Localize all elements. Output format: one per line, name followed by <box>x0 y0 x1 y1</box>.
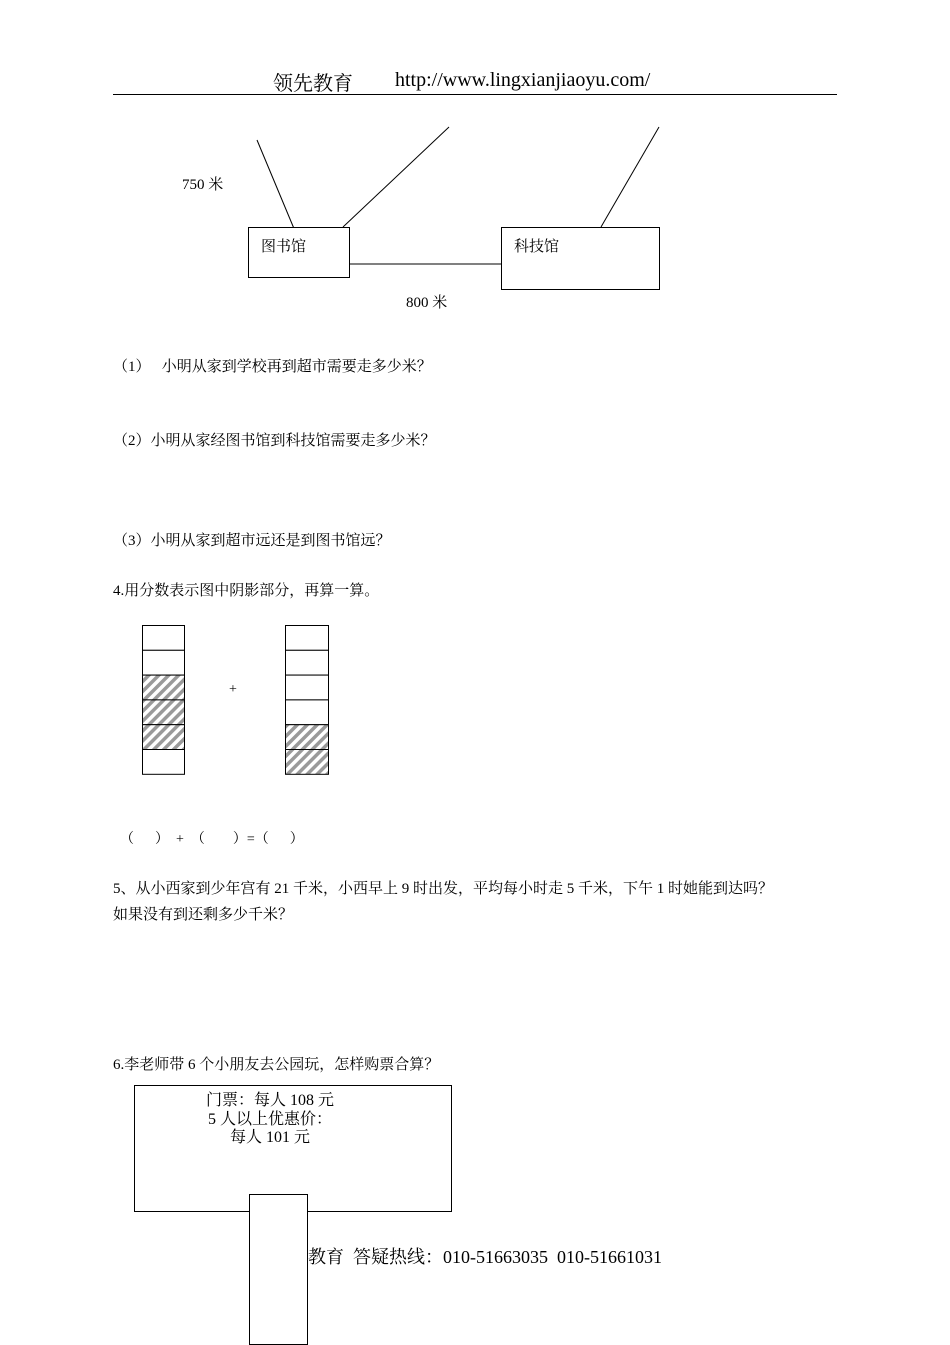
ticket-sign-text <box>135 1092 405 1148</box>
q3-sub2: （2）小明从家经图书馆到科技馆需要走多少米？ <box>113 433 436 449</box>
q3-sub3: （3）小明从家到超市远还是到图书馆远？ <box>113 533 391 549</box>
library-label: 图书馆 <box>261 239 307 255</box>
discount-condition: 5 人以上优惠价： <box>207 1110 332 1128</box>
header-url[interactable]: http://www.lingxianjiaoyu.com/ <box>395 69 651 91</box>
empty-segment <box>286 700 329 725</box>
empty-segment <box>286 675 329 700</box>
ticket-price: 门票：每人 108 元 <box>205 1092 334 1109</box>
empty-segment <box>143 626 185 651</box>
tech-museum-label: 科技馆 <box>514 239 560 255</box>
q6-text: 6.李老师带 6 个小朋友去公园玩，怎样购票合算？ <box>113 1057 440 1073</box>
empty-segment <box>286 650 329 675</box>
empty-segment <box>143 650 185 675</box>
q5-line2: 如果没有到还剩多少千米？ <box>113 907 294 923</box>
empty-segment <box>143 750 185 775</box>
distance-library-tech: 800 米 <box>406 295 448 311</box>
discount-price: 每人 101 元 <box>229 1129 310 1146</box>
q3-sub1: （1） 小明从家到学校再到超市需要走多少米？ <box>113 359 432 375</box>
shaded-segment <box>143 725 185 750</box>
fraction-equation: （ ） + （ ）=（ ） <box>120 832 304 847</box>
ticket-sign-post <box>249 1194 308 1345</box>
q5-line1: 5、从小西家到少年宫有 21 千米，小西早上 9 时出发，平均每小时走 5 千米，下午 1 时她能到达吗？ <box>113 881 774 897</box>
plus-sign: + <box>229 682 237 697</box>
q4-text: 4.用分数表示图中阴影部分，再算一算。 <box>113 583 380 599</box>
shaded-segment <box>143 675 185 700</box>
distance-home-library: 750 米 <box>182 177 224 193</box>
shaded-segment <box>286 750 329 775</box>
footer-hotline: 教育 答疑热线：010-51663035 010-51661031 <box>308 1247 662 1267</box>
left-fraction-bar <box>143 626 185 775</box>
empty-segment <box>286 626 329 651</box>
right-fraction-bar <box>286 626 329 775</box>
shaded-segment <box>143 700 185 725</box>
shaded-segment <box>286 725 329 750</box>
header-brand: 领先教育 <box>273 73 353 95</box>
